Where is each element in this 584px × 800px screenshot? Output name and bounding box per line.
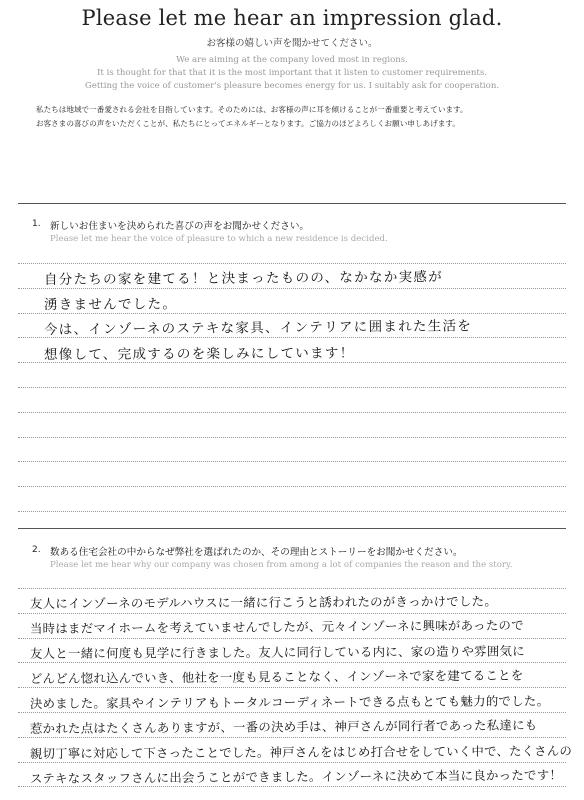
answer-rule-line — [18, 712, 566, 713]
answer-line: 自分たちの家を建てる！と決まったものの、なかなか実感が — [43, 269, 444, 288]
answer-rule-line — [18, 638, 566, 639]
page-subtitle: お客様の嬉しい声を聞かせてください。 — [206, 38, 378, 49]
intro-en-line: Getting the voice of customer's pleasure becomes energy for us. I suitably ask for cooperation. — [84, 81, 500, 91]
answer-line: 今は、インゾーネのステキな家具、インテリアに囲まれた生活を — [43, 318, 473, 338]
question-jp: 新しいお住まいを決められた喜びの声をお聞かせください。 — [50, 221, 310, 232]
answer-rule-line — [18, 613, 566, 614]
answer-rule-line — [18, 662, 566, 663]
section-divider — [18, 528, 566, 529]
question-en: Please let me hear the voice of pleasure to which a new residence is decided. — [50, 234, 388, 244]
answer-rule-line — [18, 387, 566, 388]
answer-line: どんどん惚れ込んでいき、他社を一度も見ることなく、インゾーネで家を建てることを — [29, 667, 524, 686]
answer-line: 親切丁寧に対応して下さったことでした。神戸さんをはじめ打合せをしていく中で、たくさんの — [29, 743, 573, 761]
answer-line: 友人と一緒に何度も見学に行きました。友人に同行している内に、家の造りや雰囲気に — [29, 643, 525, 661]
answer-rule-line — [18, 288, 566, 289]
answer-rule-line — [18, 337, 566, 338]
question-number: 1. — [32, 219, 41, 229]
question-en: Please let me hear why our company was chosen from among a lot of companies the reason and the story. — [50, 560, 513, 570]
question-number: 2. — [32, 545, 41, 555]
answer-rule-line — [18, 687, 566, 688]
section-divider — [18, 203, 566, 204]
page-title: Please let me hear an impression glad. — [81, 6, 503, 30]
answer-rule-line — [18, 511, 566, 512]
answer-line: 友人にインゾーネのモデルハウスに一緒に行こうと誘われたのがきっかけでした。 — [29, 593, 498, 611]
answer-line: 想像して、完成するのを楽しみにしています！ — [43, 345, 355, 363]
answer-rule-line — [18, 588, 566, 589]
intro-jp-line: お客さまの喜びの声をいただくことが、私たちにとってエネルギーとなります。ご協力のほどよろしくお願い申しあげます。 — [36, 119, 460, 128]
intro-en-line: It is thought for that that it is the most important that it listen to customer requirements. — [96, 68, 487, 78]
answer-rule-line — [18, 313, 566, 314]
intro-jp-line: 私たちは地域で一番愛される会社を目指しています。そのためには、お客様の声に耳を傾けることが一番重要と考えています。 — [36, 105, 468, 114]
answer-line: 決めました。家具やインテリアもトータルコーディネートできる点もとても魅力的でした。 — [29, 693, 550, 711]
answer-rule-line — [18, 437, 566, 438]
answer-rule-line — [18, 737, 566, 738]
answer-line: 湧きませんでした。 — [43, 296, 178, 313]
answer-line: ステキなスタッフさんに出会うことができました。インゾーネに決めて本当に良かったです！ — [29, 767, 563, 786]
answer-rule-line — [18, 412, 566, 413]
answer-line: 惹かれた点はたくさんありますが、一番の決め手は、神戸さんが同行者であった私達にも — [29, 717, 538, 736]
answer-rule-line — [18, 486, 566, 487]
question-jp: 数ある住宅会社の中からなぜ弊社を選ばれたのか、その理由とストーリーをお聞かせください。 — [50, 547, 463, 558]
answer-rule-line — [18, 762, 566, 763]
answer-rule-line — [18, 461, 566, 462]
intro-en-line: We are aiming at the company loved most in regions. — [176, 55, 408, 65]
answer-rule-line — [18, 263, 566, 264]
answer-line: 当時はまだマイホームを考えていませんでしたが、元々インゾーネに興味があったので — [29, 617, 524, 636]
answer-rule-line — [18, 786, 566, 787]
